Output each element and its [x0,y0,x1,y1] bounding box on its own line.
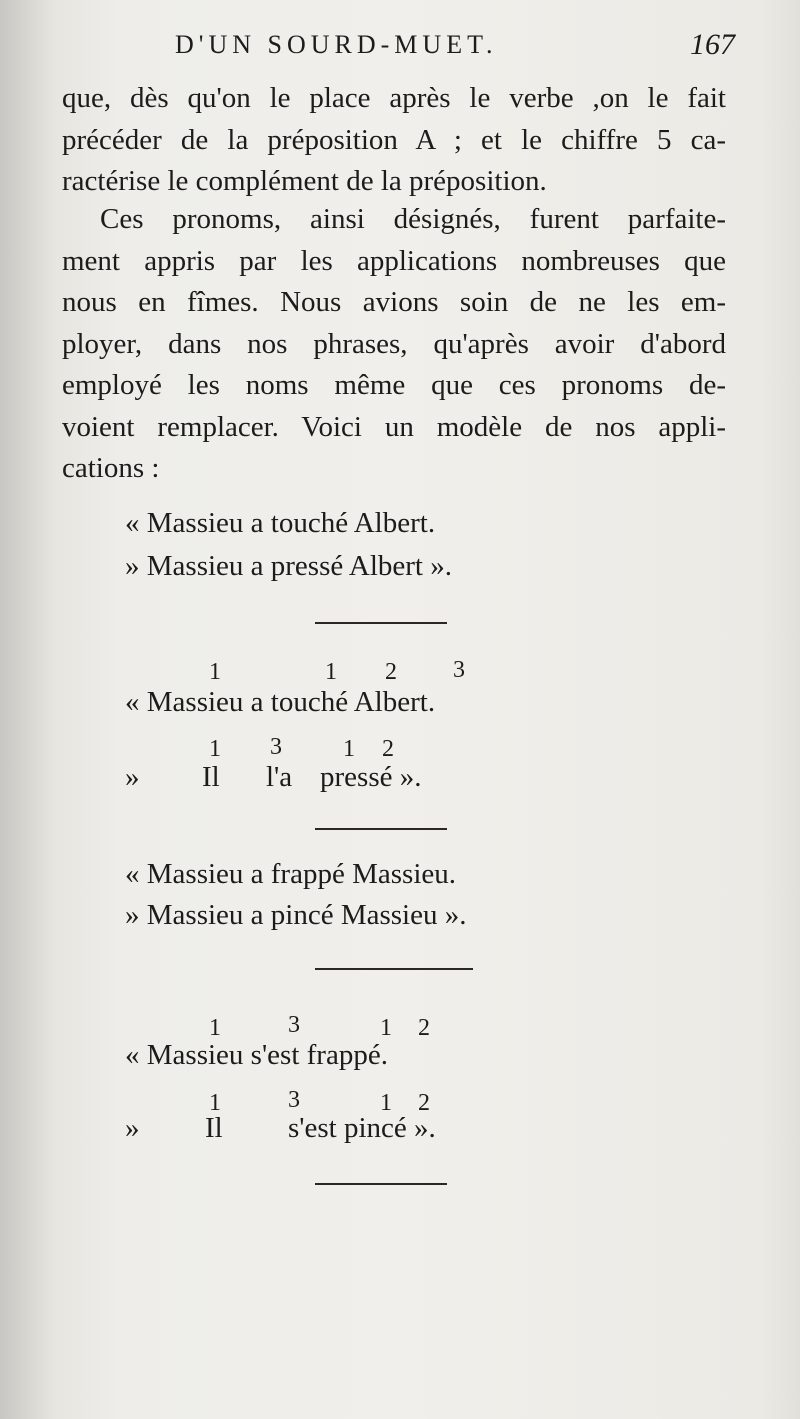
text-line: précéder de la préposition A ; et le chiffre 5 ca- [62,123,726,156]
example4-line1: « Massieu s'est frappé. [125,1039,388,1071]
example4-line2-quote: » [125,1112,140,1144]
example4-line2-rest: s'est pincé ». [288,1112,436,1144]
text-line: ployer, dans nos phrases, qu'après avoir d'abord [62,327,726,360]
separator-rule [315,622,447,624]
superscript-number: 3 [288,1087,300,1113]
text-line: ment appris par les applications nombreuses que [62,244,726,277]
superscript-number: 2 [418,1015,430,1041]
superscript-number: 2 [385,659,397,685]
superscript-number: 2 [418,1090,430,1116]
paragraph-1 [62,78,726,203]
superscript-number: 1 [209,659,221,685]
example4-line2-il: Il [205,1112,223,1144]
separator-rule [315,968,473,970]
text-line: cations : [62,452,160,484]
superscript-number: 1 [209,1090,221,1116]
superscript-number: 1 [343,736,355,762]
text-line: ractérise le complément de la préposition. [62,165,547,197]
superscript-number: 3 [288,1012,300,1038]
page-number: 167 [690,28,735,61]
example2-line2-il: Il [202,761,220,793]
example3-line2: » Massieu a pincé Massieu ». [125,899,467,931]
text-line: employé les noms même que ces pronoms de- [62,369,726,401]
example3-line1: « Massieu a frappé Massieu. [125,858,456,890]
example2-line2-presse: pressé ». [320,761,422,793]
superscript-number: 1 [380,1090,392,1116]
text-line: nous en fîmes. Nous avions soin de ne les em- [62,286,726,318]
text-line: Ces pronoms, ainsi désignés, furent parfaite- [100,203,726,235]
superscript-number: 1 [209,736,221,762]
superscript-number: 1 [380,1015,392,1041]
superscript-number: 2 [382,736,394,762]
example1-line1: « Massieu a touché Albert. [125,507,436,539]
example2-line2-la: l'a [266,761,293,793]
gutter-shadow [0,0,55,1419]
example1-line2: » Massieu a pressé Albert ». [125,550,452,582]
superscript-number: 3 [453,657,465,683]
superscript-number: 3 [270,734,282,760]
paragraph-2 [62,199,726,490]
superscript-number: 1 [209,1015,221,1041]
separator-rule [315,828,447,830]
example2-line1: « Massieu a touché Albert. [125,686,436,718]
superscript-number: 1 [325,659,337,685]
running-head: D'UN SOURD-MUET. [175,30,498,59]
page-header [175,30,735,70]
separator-rule [315,1183,447,1185]
example2-line2-quote: » [125,761,140,793]
text-line: voient remplacer. Voici un modèle de nos appli- [62,410,726,443]
text-line: que, dès qu'on le place après le verbe ,on le fait [62,82,726,114]
